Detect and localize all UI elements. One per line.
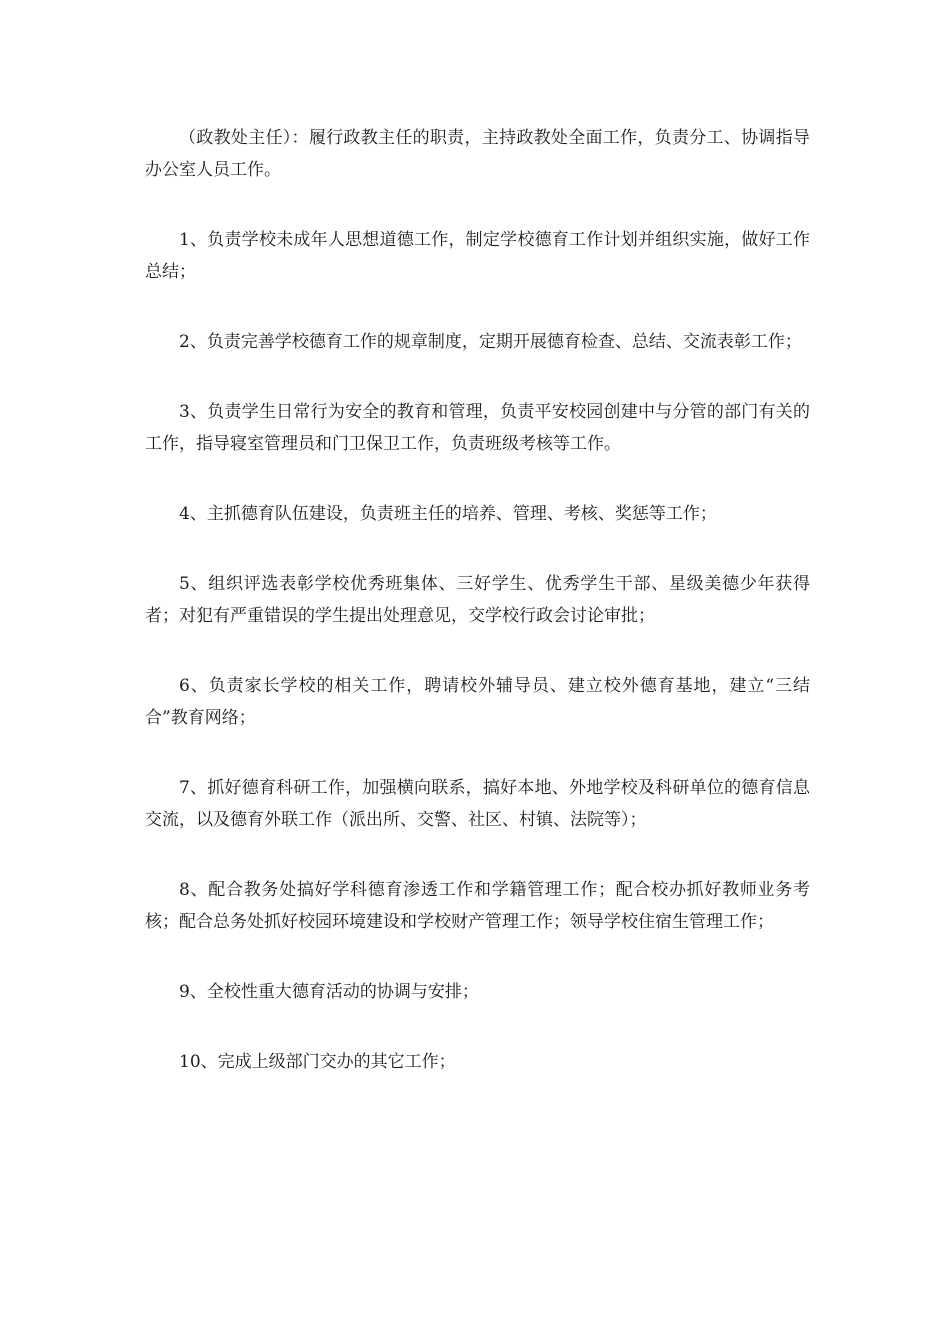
paragraph-item-6: 6、负责家长学校的相关工作，聘请校外辅导员、建立校外德育基地，建立“三结合”教育网络； <box>145 676 810 728</box>
paragraph-item-1: 1、负责学校未成年人思想道德工作，制定学校德育工作计划并组织实施，做好工作总结； <box>145 230 810 282</box>
paragraph-director-duties: （政教处主任）：履行政教主任的职责，主持政教处全面工作，负责分工、协调指导办公室人员工作。 <box>145 128 810 180</box>
paragraph-item-9: 9、全校性重大德育活动的协调与安排； <box>179 982 479 1002</box>
paragraph-item-2: 2、负责完善学校德育工作的规章制度，定期开展德育检查、总结、交流表彰工作； <box>179 332 802 352</box>
paragraph-item-7: 7、抓好德育科研工作，加强横向联系，搞好本地、外地学校及科研单位的德育信息交流，以及德育外联工作（派出所、交警、社区、村镇、法院等）； <box>145 778 810 830</box>
paragraph-item-4: 4、主抓德育队伍建设，负责班主任的培养、管理、考核、奖惩等工作； <box>179 504 717 524</box>
document-body <box>145 122 810 1078</box>
paragraph-item-8: 8、配合教务处搞好学科德育渗透工作和学籍管理工作；配合校办抓好教师业务考核；配合总务处抓好校园环境建设和学校财产管理工作；领导学校住宿生管理工作； <box>145 880 810 932</box>
paragraph-item-5: 5、组织评选表彰学校优秀班集体、三好学生、优秀学生干部、星级美德少年获得者；对犯有严重错误的学生提出处理意见，交学校行政会讨论审批； <box>145 574 810 626</box>
paragraph-item-10: 10、完成上级部门交办的其它工作； <box>179 1052 456 1072</box>
paragraph-item-3: 3、负责学生日常行为安全的教育和管理，负责平安校园创建中与分管的部门有关的工作，指导寝室管理员和门卫保卫工作，负责班级考核等工作。 <box>145 402 810 454</box>
